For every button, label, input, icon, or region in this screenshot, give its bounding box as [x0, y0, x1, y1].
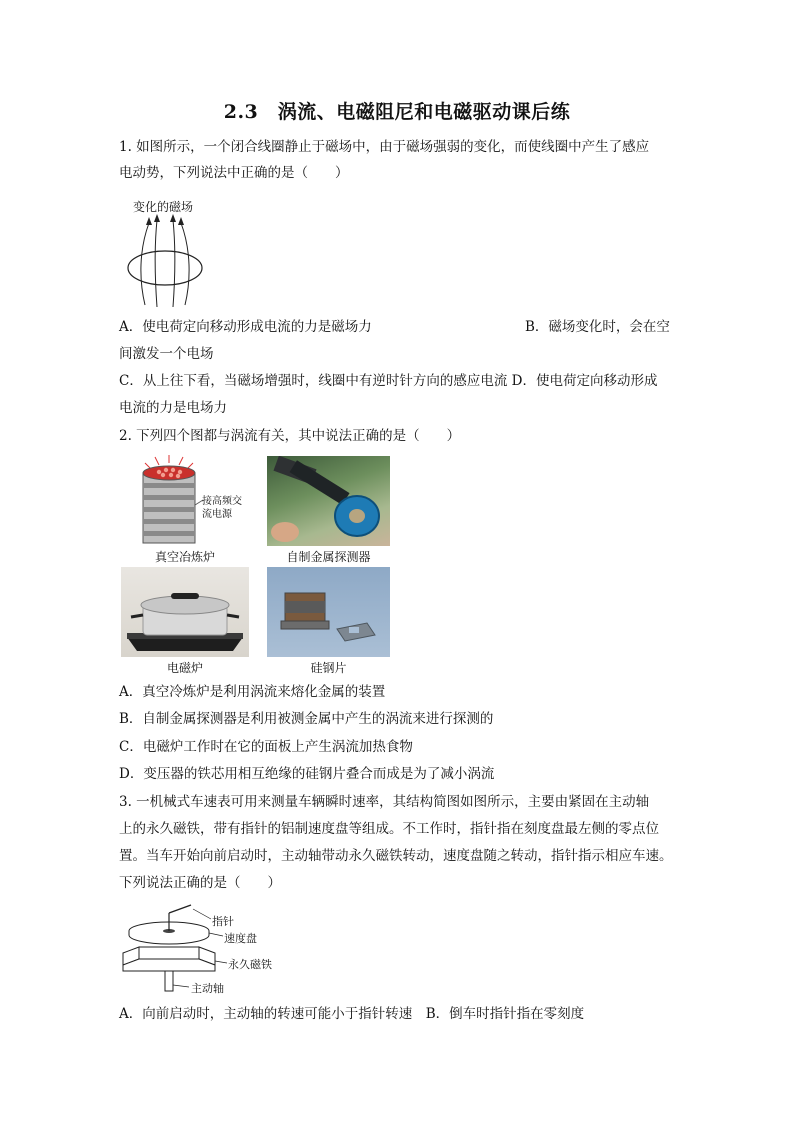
coil-loop [128, 251, 202, 285]
field-line [181, 223, 189, 305]
q2-option-b: B．自制金属探测器是利用被测金属中产生的涡流来进行探测的 [119, 711, 494, 727]
q3-stem-line4: 下列说法正确的是（ ） [119, 875, 281, 891]
field-lines-diagram [119, 195, 219, 313]
q2-option-a: A．真空冷炼炉是利用涡流来熔化金属的装置 [119, 684, 386, 700]
q2-fig1-label-line2: 流电源 [202, 509, 232, 520]
page-title: 2.3 涡流、电磁阻尼和电磁驱动课后练 [223, 101, 571, 123]
q2-caption-furnace: 真空冶炼炉 [154, 550, 215, 564]
induction-cooker-illustration [121, 567, 249, 657]
q3-label-permanent-magnet: 永久磁铁 [228, 958, 272, 971]
q2-option-d: D．变压器的铁芯用相互绝缘的硅钢片叠合而成是为了减小涡流 [119, 766, 495, 782]
q2-fig1-label-line1: 接高频交 [202, 496, 242, 507]
arrow-head-icon [146, 217, 152, 225]
q2-caption-silicon-steel: 硅钢片 [310, 661, 347, 675]
q1-option-b-part1: B．磁场变化时，会在空 [525, 319, 670, 335]
q2-caption-detector: 自制金属探测器 [286, 550, 371, 564]
q2-stem: 2. 下列四个图都与涡流有关，其中说法正确的是（ ） [119, 428, 461, 444]
q1-magnetic-field-figure [119, 195, 219, 313]
q3-stem-line2: 上的永久磁铁，带有指针的铝制速度盘等组成。不工作时，指针指在刻度盘最左侧的零点位 [119, 821, 659, 837]
q3-stem-line1: 3. 一机械式车速表可用来测量车辆瞬时速率，其结构简图如图所示，主要由紧固在主动轴 [119, 794, 650, 810]
q3-label-drive-shaft: 主动轴 [191, 982, 224, 995]
q1-option-a: A．使电荷定向移动形成电流的力是磁场力 [119, 319, 372, 335]
q2-metal-detector-photo [267, 456, 390, 546]
q3-label-speed-disk: 速度盘 [224, 932, 257, 945]
arrow-head-icon [178, 217, 184, 225]
q1-option-c-d: C．从上往下看，当磁场增强时，线圈中有逆时针方向的感应电流 D．使电荷定向移动形成 [119, 373, 658, 389]
q2-option-c: C．电磁炉工作时在它的面板上产生涡流加热食物 [119, 739, 413, 755]
silicon-steel-illustration [267, 567, 390, 657]
q3-label-pointer: 指针 [212, 915, 234, 928]
q1-figure-label: 变化的磁场 [133, 200, 194, 214]
arrow-head-icon [170, 214, 176, 222]
q3-stem-line3: 置。当车开始向前启动时，主动轴带动永久磁铁转动，速度盘随之转动，指针指示相应车速。 [119, 848, 673, 864]
metal-detector-illustration [267, 456, 390, 546]
q2-induction-cooker-photo [121, 567, 249, 657]
q3-speedometer-figure [119, 901, 299, 997]
q3-option-a-b: A．向前启动时，主动轴的转速可能小于指针转速 B．倒车时指针指在零刻度 [119, 1006, 585, 1022]
field-line [173, 220, 175, 307]
q2-caption-cooker: 电磁炉 [166, 661, 203, 675]
field-line [141, 223, 149, 305]
q2-silicon-steel-photo [267, 567, 390, 657]
q1-option-b-part2: 间激发一个电场 [119, 346, 214, 362]
q1-stem-line2: 电动势，下列说法中正确的是（ ） [119, 165, 349, 181]
q1-option-d-part2: 电流的力是电场力 [119, 400, 227, 416]
q2-furnace-figure [121, 455, 249, 547]
arrow-head-icon [154, 214, 160, 222]
field-line [155, 220, 157, 307]
q1-stem-line1: 1. 如图所示，一个闭合线圈静止于磁场中，由于磁场强弱的变化，而使线圈中产生了感应 [119, 139, 650, 155]
